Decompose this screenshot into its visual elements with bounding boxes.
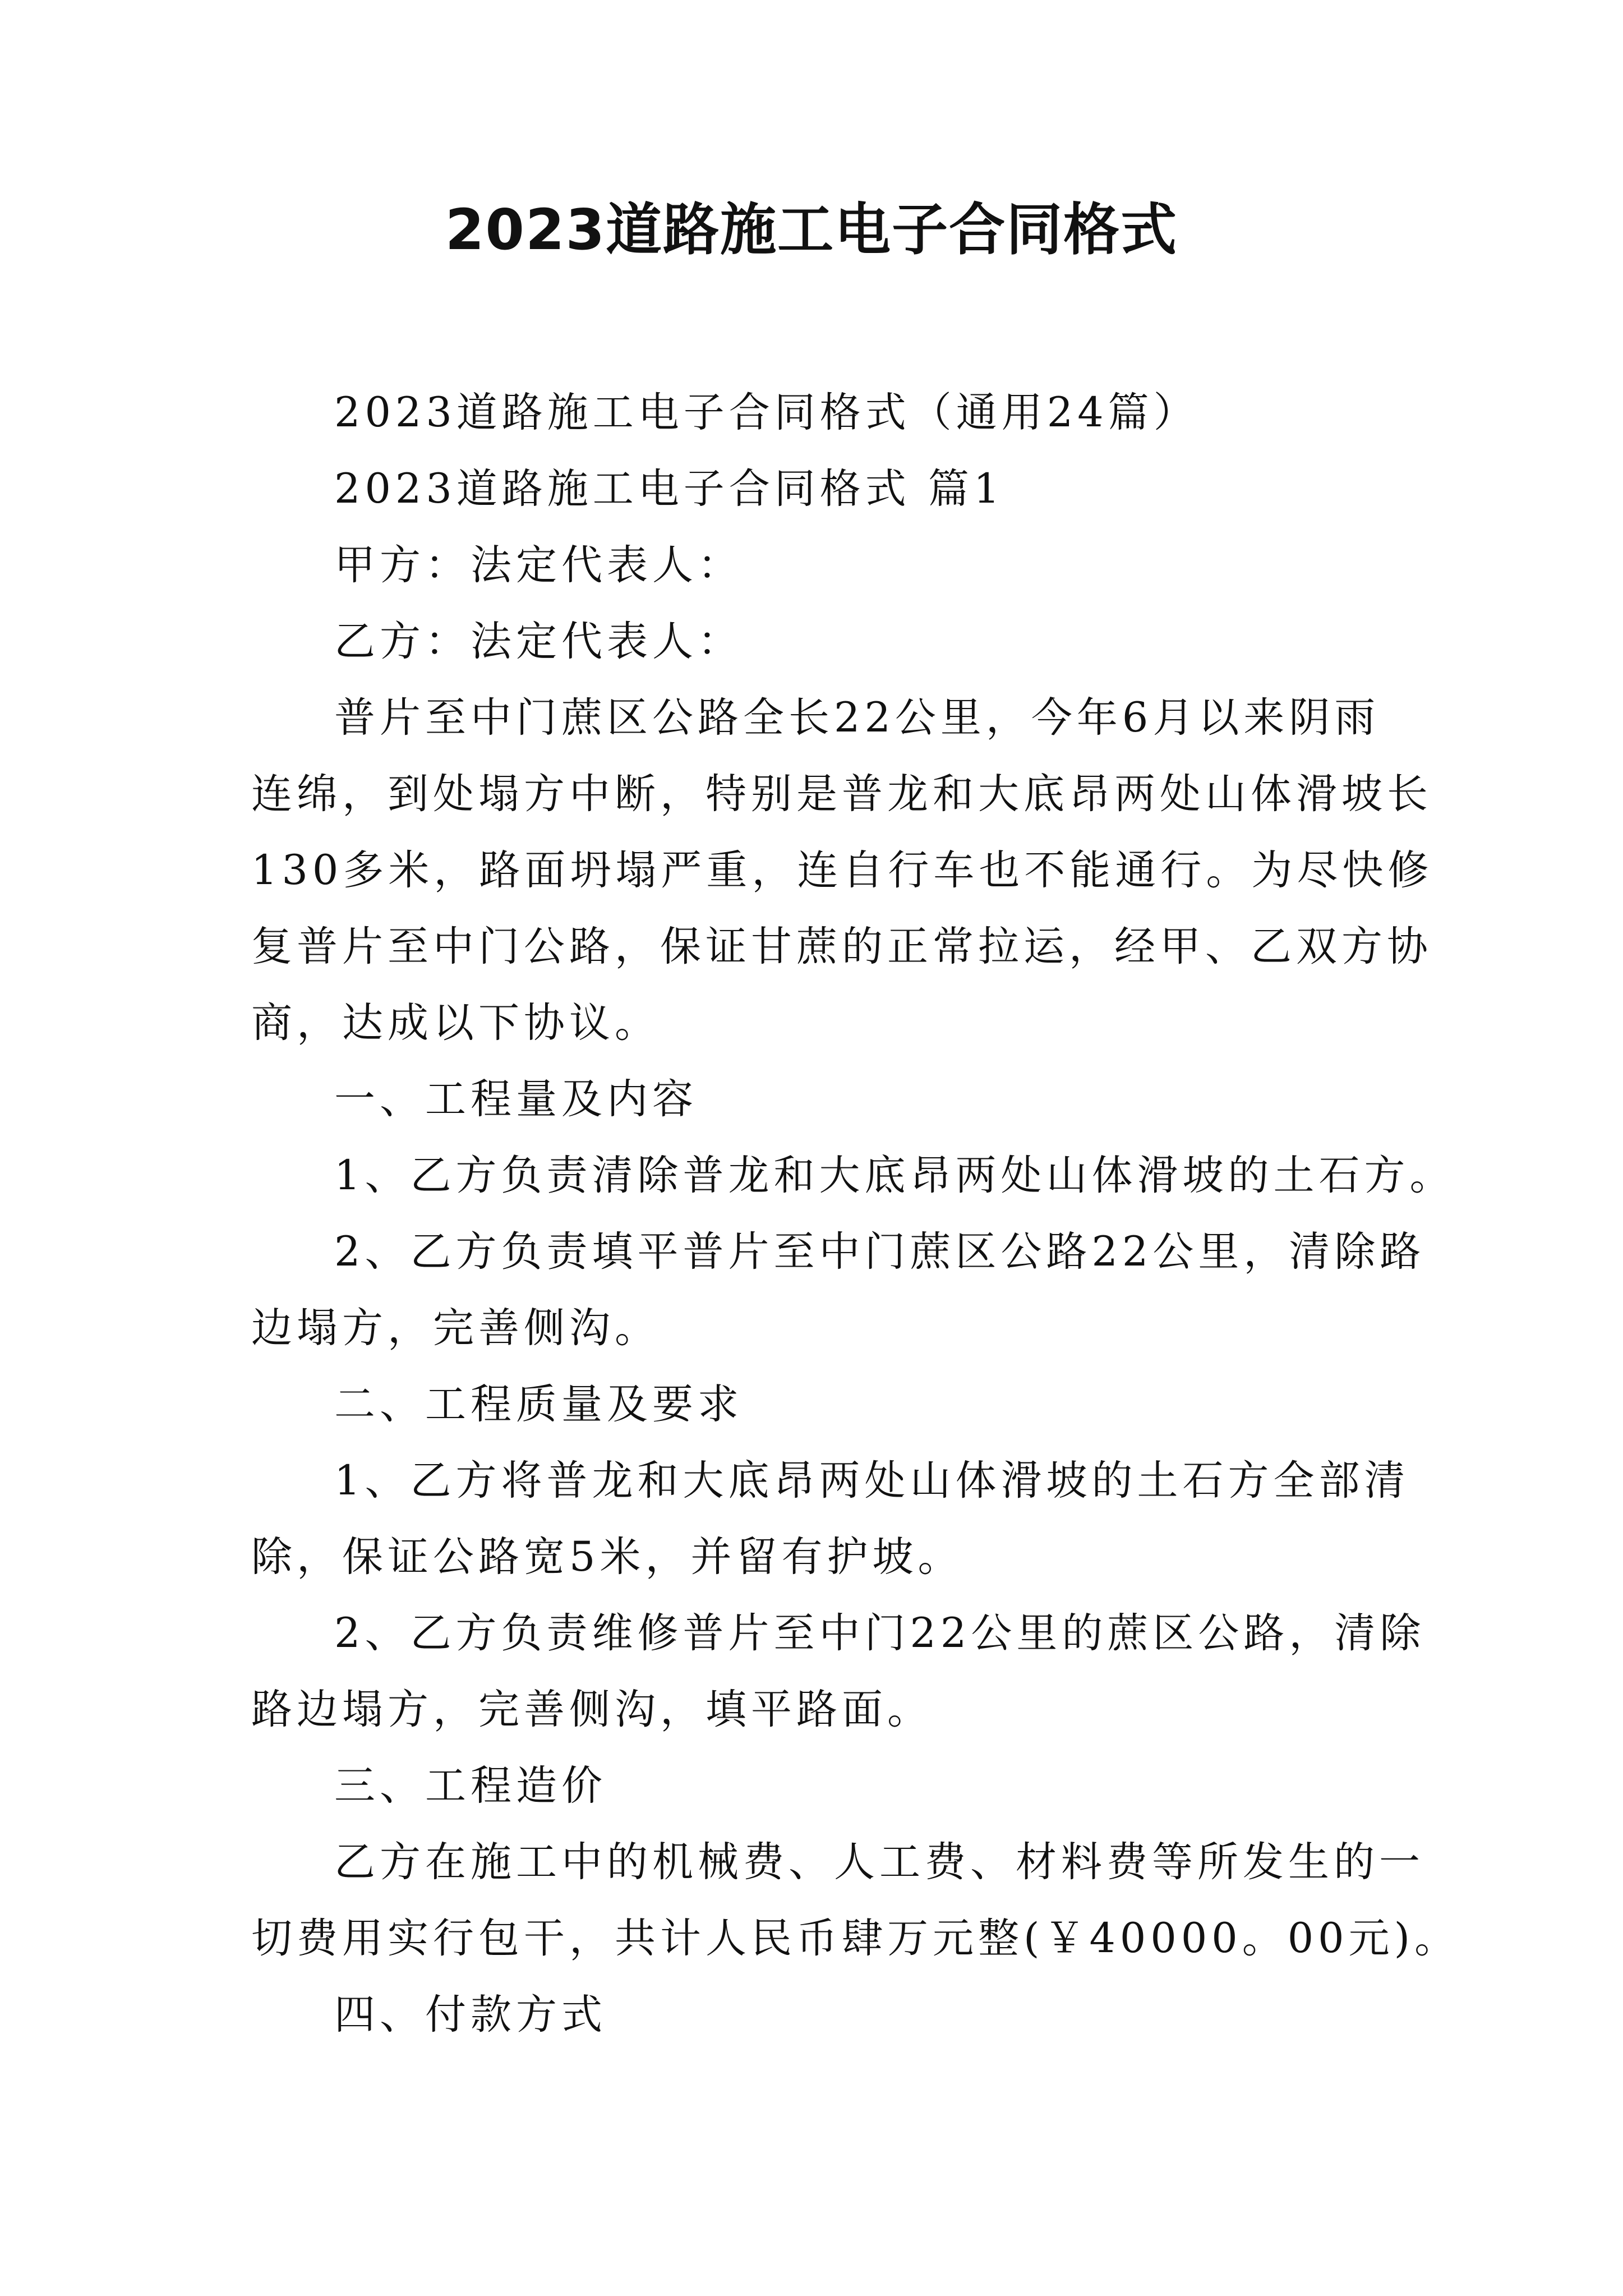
document-body	[251, 375, 1460, 2053]
text-line: 甲方：法定代表人：	[334, 541, 743, 589]
document-title: 2023道路施工电子合同格式	[445, 197, 1178, 263]
text-line: 130多米，路面坍塌严重，连自行车也不能通行。为尽快修	[251, 846, 1433, 894]
text-line: 路边塌方，完善侧沟，填平路面。	[251, 1686, 933, 1733]
text-line: 1、乙方将普龙和大底昂两处山体滑坡的土石方全部清	[334, 1457, 1410, 1504]
text-line: 2023道路施工电子合同格式（通用24篇）	[334, 389, 1199, 436]
text-line: 普片至中门蔗区公路全长22公里，今年6月以来阴雨	[334, 694, 1380, 742]
text-line: 乙方在施工中的机械费、人工费、材料费等所发生的一	[334, 1838, 1424, 1886]
text-line: 1、乙方负责清除普龙和大底昂两处山体滑坡的土石方。	[334, 1152, 1455, 1199]
text-line: 2、乙方负责填平普片至中门蔗区公路22公里，清除路	[334, 1228, 1426, 1276]
section-heading: 二、工程质量及要求	[334, 1381, 743, 1428]
text-line: 商，达成以下协议。	[251, 999, 660, 1047]
text-line: 边塌方，完善侧沟。	[251, 1304, 660, 1352]
text-line: 除，保证公路宽5米，并留有护坡。	[251, 1533, 963, 1581]
section-heading: 三、工程造价	[334, 1762, 607, 1810]
section-heading: 四、付款方式	[334, 1991, 607, 2039]
text-line: 切费用实行包干，共计人民币肆万元整(￥40000。00元)。	[251, 1915, 1460, 1962]
text-line: 复普片至中门公路，保证甘蔗的正常拉运，经甲、乙双方协	[251, 923, 1432, 970]
text-line: 2、乙方负责维修普片至中门22公里的蔗区公路，清除	[334, 1609, 1426, 1657]
text-line: 连绵，到处塌方中断，特别是普龙和大底昂两处山体滑坡长	[251, 770, 1432, 818]
text-line: 2023道路施工电子合同格式 篇1	[334, 465, 1004, 513]
section-heading: 一、工程量及内容	[334, 1075, 698, 1123]
text-line: 乙方：法定代表人：	[334, 618, 743, 665]
